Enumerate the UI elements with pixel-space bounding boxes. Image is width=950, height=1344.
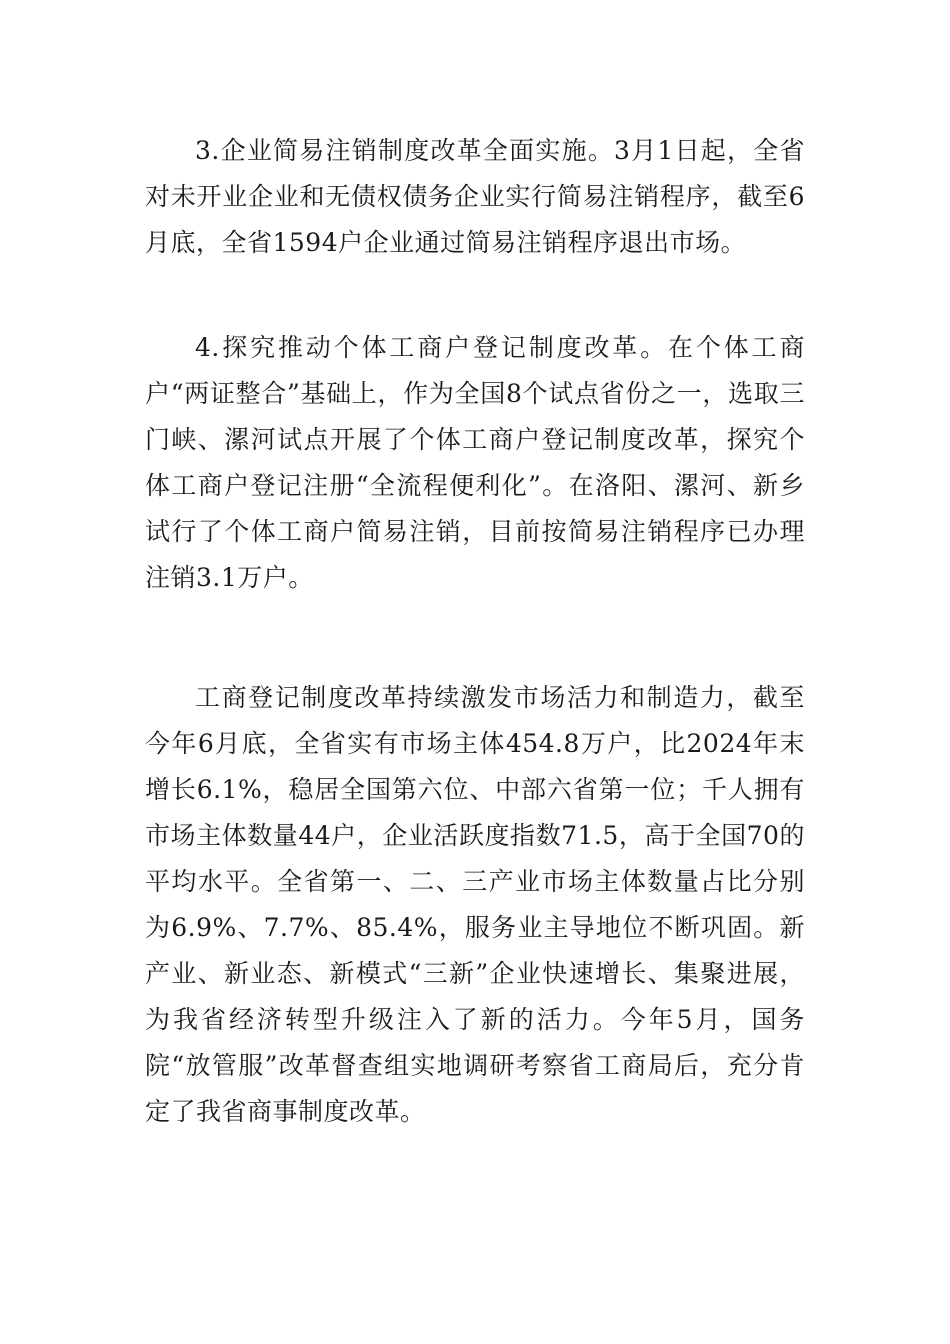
paragraph-market-vitality-summary: 工商登记制度改革持续激发市场活力和制造力，截至今年6月底，全省实有市场主体454.8万户，比2024年末增长6.1%，稳居全国第六位、中部六省第一位；千人拥有市场主体数量44户，企业活跃度指数71.5，高于全国70的平均水平。全省第一、二、三产业市场主体数量占比分别为6.9%、7.7%、85.4%，服务业主导地位不断巩固。新产业、新业态、新模式“三新”企业快速增长、集聚进展，为我省经济转型升级注入了新的活力。今年5月，国务院“放管服”改革督查组实地调研考察省工商局后，充分肯定了我省商事制度改革。 [145, 683, 805, 1126]
paragraph-simple-deregistration: 3.企业简易注销制度改革全面实施。3月1日起，全省对未开业企业和无债权债务企业实行简易注销程序，截至6月底，全省1594户企业通过简易注销程序退出市场。 [145, 136, 805, 257]
paragraph-individual-business-reform: 4.探究推动个体工商户登记制度改革。在个体工商户“两证整合”基础上，作为全国8个试点省份之一，选取三门峡、漯河试点开展了个体工商户登记制度改革，探究个体工商户登记注册“全流程便利化”。在洛阳、漯河、新乡试行了个体工商户简易注销，目前按简易注销程序已办理注销3.1万户。 [145, 333, 805, 592]
